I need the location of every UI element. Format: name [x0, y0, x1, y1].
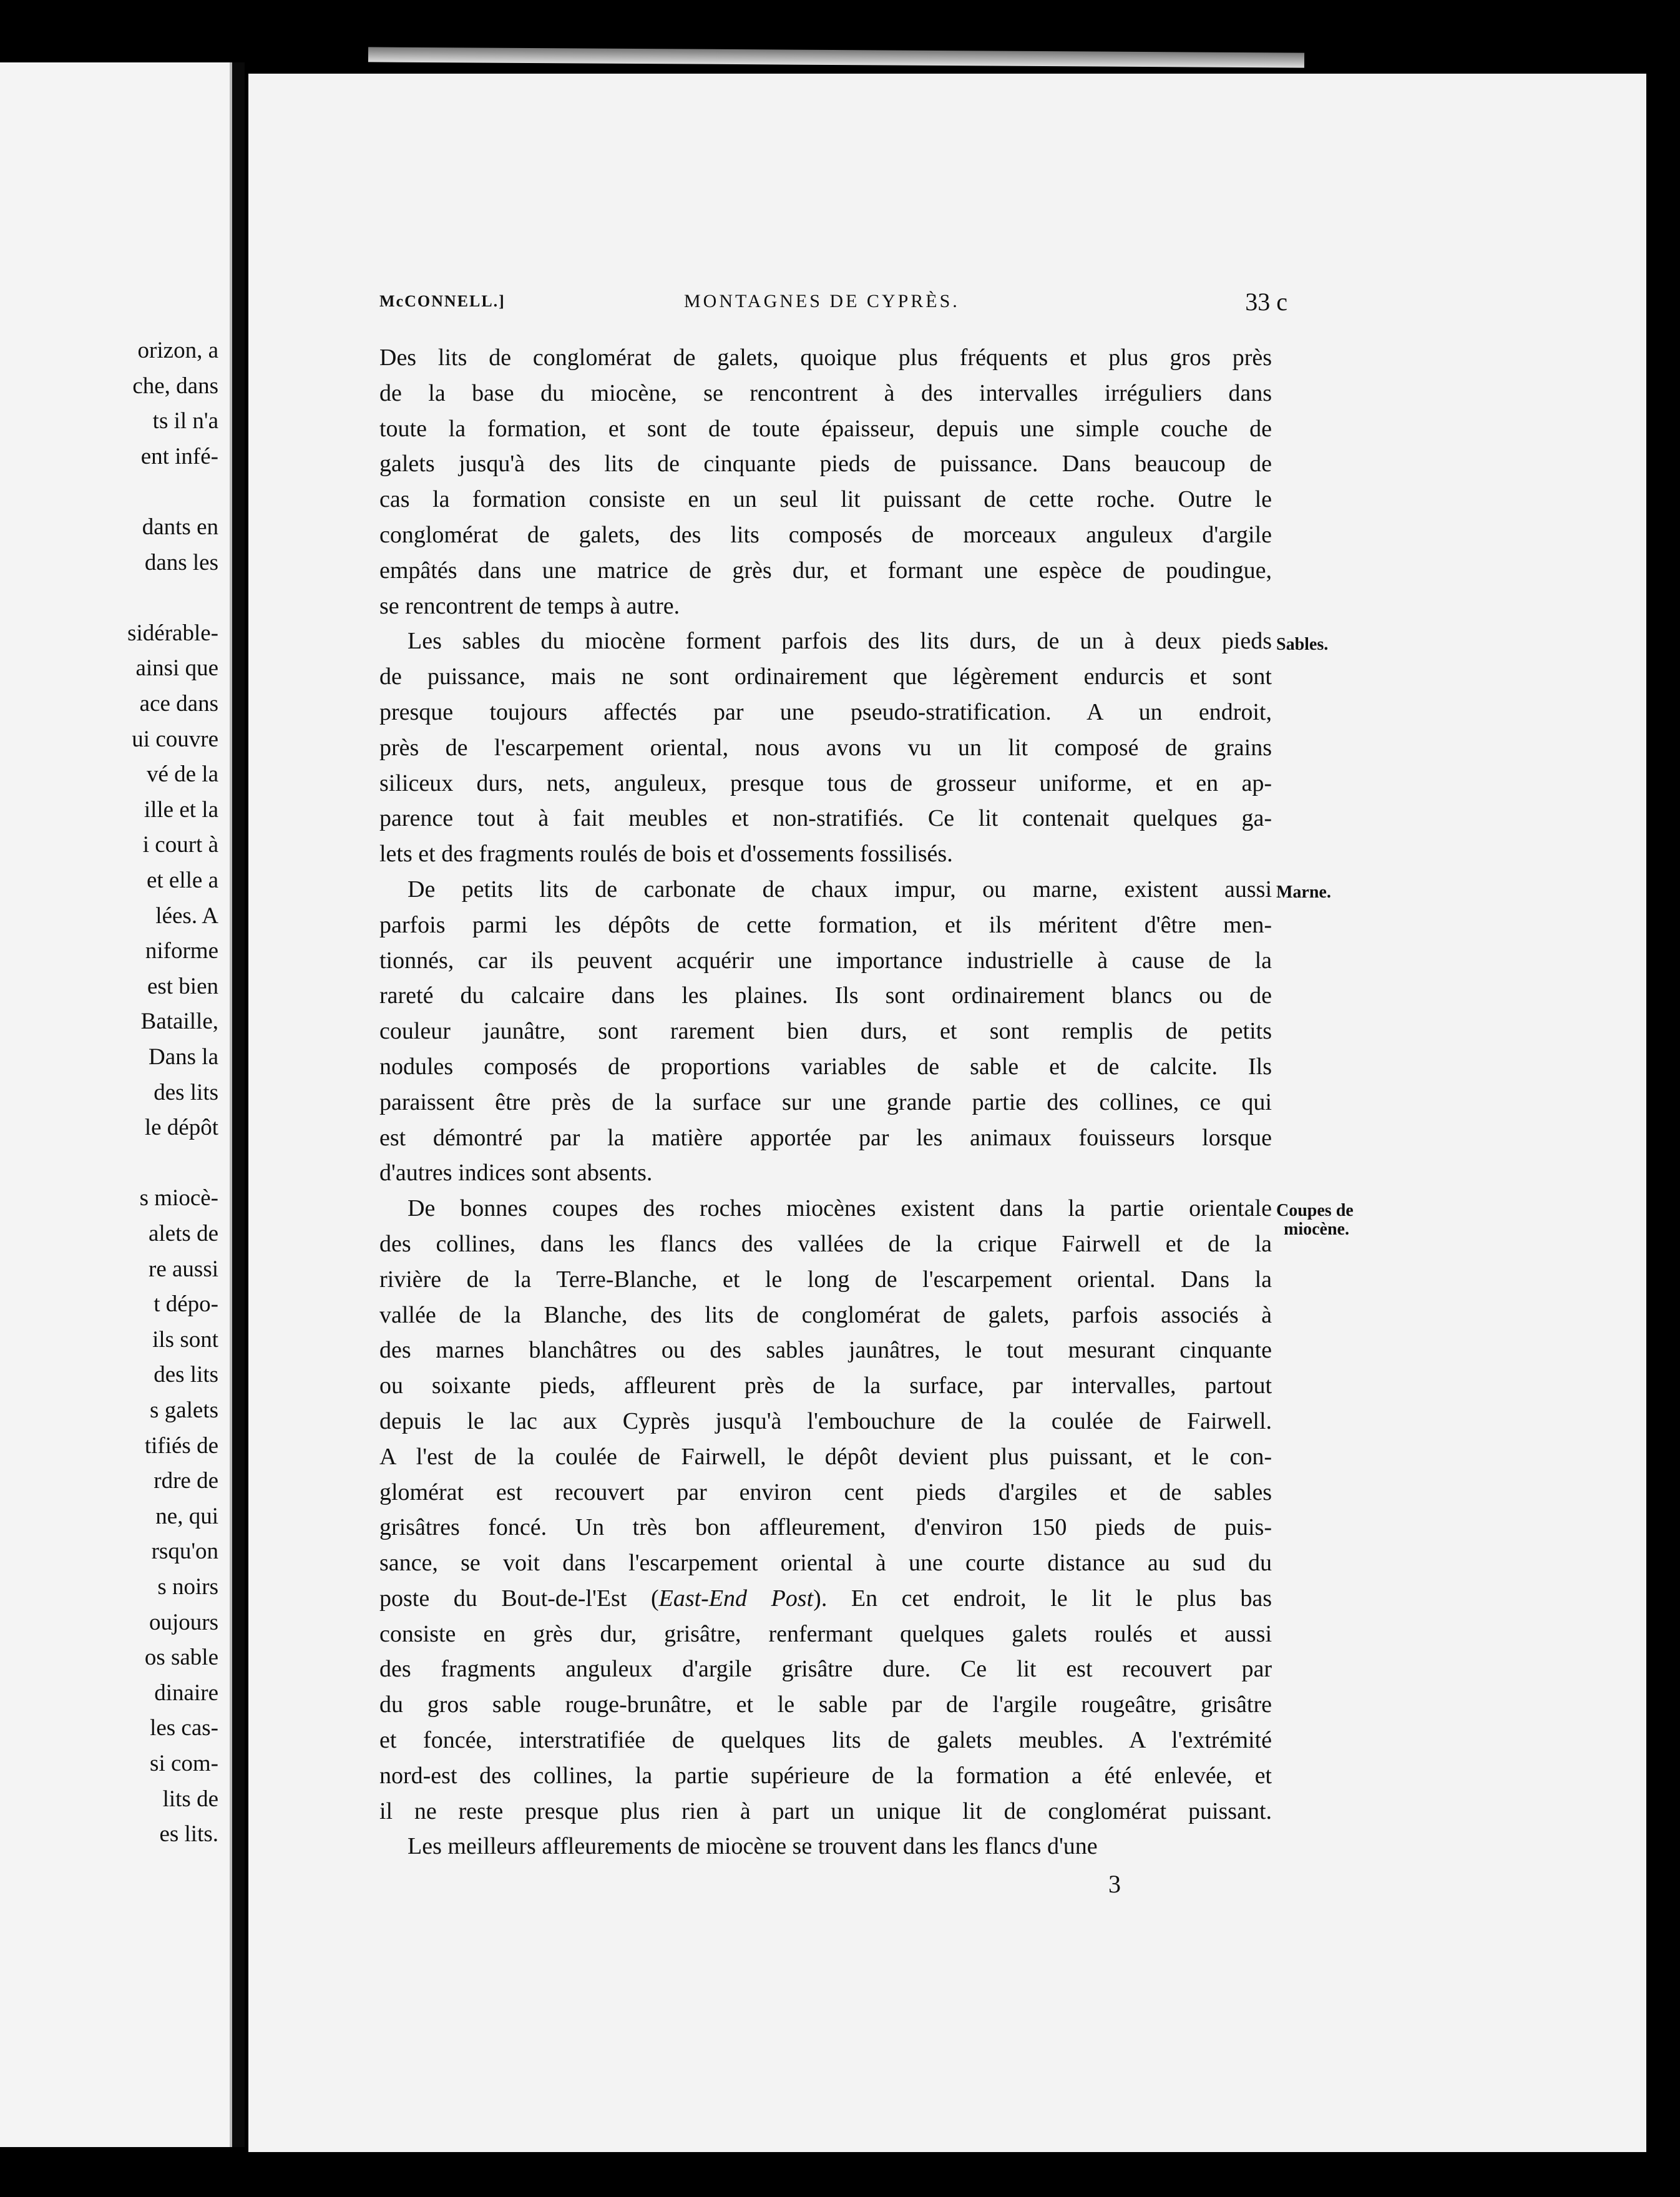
margin-note-coupes-line1: Coupes de: [1276, 1201, 1354, 1220]
left-page-line: le dépôt: [144, 1115, 218, 1141]
text-line: Les sables du miocène forment parfois des lits durs, de un à deux pieds: [408, 628, 1272, 655]
text-line: galets jusqu'à des lits de cinquante pieds de puissance. Dans beaucoup de: [379, 451, 1272, 477]
text-line: glomérat est recouvert par environ cent pieds d'argiles et de sables: [379, 1479, 1272, 1505]
text-line: vallée de la Blanche, des lits de conglomérat de galets, parfois associés à: [379, 1301, 1272, 1328]
text-line: tionnés, car ils peuvent acquérir une importance industrielle à cause de la: [379, 947, 1272, 974]
body-text: [379, 340, 1272, 1864]
margin-note-marne: Marne.: [1276, 883, 1331, 902]
left-page-line: lées. A: [155, 903, 218, 929]
text-line: De bonnes coupes des roches miocènes existent dans la partie orientale: [408, 1195, 1272, 1222]
left-page-line: les cas-: [150, 1715, 218, 1741]
left-facing-page: [0, 62, 233, 2147]
left-page-line: che, dans: [132, 373, 218, 399]
text-line: nord-est des collines, la partie supérieure de la formation a été enlevée, et: [379, 1762, 1272, 1789]
text-line: près de l'escarpement oriental, nous avons vu un lit composé de grains: [379, 734, 1272, 761]
text-line: rivière de la Terre-Blanche, et le long de l'escarpement oriental. Dans la: [379, 1266, 1272, 1293]
left-page-line: dinaire: [154, 1680, 218, 1706]
left-page-line: s miocè-: [139, 1185, 218, 1211]
left-page-line: ils sont: [152, 1326, 218, 1353]
text-line: toute la formation, et sont de toute épaisseur, depuis une simple couche de: [379, 415, 1272, 442]
text-line: De petits lits de carbonate de chaux impur, ou marne, existent aussi: [408, 876, 1272, 903]
left-page-line: Dans la: [149, 1044, 218, 1070]
running-head: [379, 287, 1287, 325]
text-line: A l'est de la coulée de Fairwell, le dépôt devient plus puissant, et le con-: [379, 1443, 1272, 1470]
signature-mark: 3: [1108, 1870, 1121, 1898]
left-page-line: ille et la: [144, 796, 218, 823]
text-line: des marnes blanchâtres ou des sables jaunâtres, le tout mesurant cinquante: [379, 1337, 1272, 1364]
margin-note-sables: Sables.: [1276, 635, 1329, 654]
left-page-line: dans les: [144, 549, 218, 575]
left-page-line: niforme: [145, 938, 218, 964]
left-page-line: vé de la: [146, 761, 218, 788]
left-page-line: ace dans: [139, 691, 218, 717]
left-page-line: alets de: [149, 1221, 218, 1246]
left-page-line: des lits: [154, 1079, 218, 1105]
text-line: siliceux durs, nets, anguleux, presque tous de grosseur uniforme, et en ap-: [379, 770, 1272, 796]
running-head-title: MONTAGNES DE CYPRÈS.: [684, 291, 960, 311]
text-line: consiste en grès dur, grisâtre, renfermant quelques galets roulés et aussi: [379, 1620, 1272, 1647]
left-page-line: ts il n'a: [152, 408, 218, 434]
left-page-line: sidérable-: [127, 620, 218, 646]
text-segment: ). En cet endroit, le lit le plus bas: [813, 1585, 1272, 1612]
running-head-author: McCONNELL.]: [379, 292, 505, 310]
text-line: conglomérat de galets, des lits composés de morceaux anguleux d'argile: [379, 521, 1272, 548]
left-page-line: i court à: [142, 832, 218, 858]
binding-strip: [368, 47, 1304, 67]
text-line: et foncée, interstratifiée de quelques lits de galets meubles. A l'extrémité: [379, 1727, 1272, 1754]
text-line: paraissent être près de la surface sur une grande partie des collines, ce qui: [379, 1089, 1272, 1115]
text-line: de puissance, mais ne sont ordinairement que légèrement endurcis et sont: [379, 663, 1272, 690]
text-line: sance, se voit dans l'escarpement oriental à une courte distance au sud du: [379, 1550, 1272, 1577]
margin-note-coupes-line2: miocène.: [1284, 1220, 1349, 1239]
text-line: des collines, dans les flancs des vallées de la crique Fairwell et de la: [379, 1230, 1272, 1257]
left-page-line: re aussi: [149, 1256, 218, 1282]
text-line: Des lits de conglomérat de galets, quoique plus fréquents et plus gros près: [379, 345, 1272, 371]
text-line: rareté du calcaire dans les plaines. Ils sont ordinairement blancs ou de: [379, 982, 1272, 1009]
left-page-line: os sable: [144, 1645, 218, 1671]
left-page-line: rdre de: [154, 1468, 218, 1494]
text-line: d'autres indices sont absents.: [379, 1160, 653, 1187]
text-line: ou soixante pieds, affleurent près de la surface, par intervalles, partout: [379, 1373, 1272, 1399]
text-line: Les meilleurs affleurements de miocène se trouvent dans les flancs d'une: [408, 1833, 1098, 1860]
left-page-line: es lits.: [159, 1821, 218, 1847]
binding-gutter: [232, 62, 245, 2147]
left-page-line: orizon, a: [137, 338, 218, 363]
text-line: il ne reste presque plus rien à part un unique lit de conglomérat puissant.: [379, 1798, 1272, 1824]
text-line: grisâtres foncé. Un très bon affleurement, d'environ 150 pieds de puis-: [379, 1514, 1272, 1541]
margin-note-coupes: [1276, 1201, 1354, 1239]
left-page-line: dants en: [142, 514, 218, 540]
text-line: cas la formation consiste en un seul lit puissant de cette roche. Outre le: [379, 486, 1272, 513]
text-line: couleur jaunâtre, sont rarement bien durs, et sont remplis de petits: [379, 1018, 1272, 1045]
left-page-line: t dépo-: [154, 1291, 218, 1318]
left-page-line: ent infé-: [140, 443, 218, 469]
left-page-line: et elle a: [146, 868, 218, 893]
italic-segment: East-End Post: [658, 1585, 814, 1612]
text-line: lets et des fragments roulés de bois et d'ossements fossilisés.: [379, 841, 953, 868]
text-line: parfois parmi les dépôts de cette formation, et ils méritent d'être men-: [379, 911, 1272, 938]
left-page-line: des lits: [154, 1362, 218, 1388]
text-line: se rencontrent de temps à autre.: [379, 592, 680, 619]
text-line: nodules composés de proportions variables de sable et de calcite. Ils: [379, 1053, 1272, 1080]
text-line: presque toujours affectés par une pseudo-stratification. A un endroit,: [379, 698, 1272, 725]
left-page-line: ui couvre: [132, 726, 218, 752]
text-segment: poste du Bout-de-l'Est (: [379, 1585, 659, 1612]
left-page-line: ne, qui: [155, 1503, 218, 1529]
left-page-line: oujours: [149, 1609, 218, 1635]
text-line: depuis le lac aux Cyprès jusqu'à l'embouchure de la coulée de Fairwell.: [379, 1407, 1272, 1434]
text-line: des fragments anguleux d'argile grisâtre dure. Ce lit est recouvert par: [379, 1656, 1272, 1683]
left-page-line: ainsi que: [135, 655, 218, 682]
left-page-line: s galets: [150, 1397, 218, 1423]
left-page-line: tifiés de: [144, 1432, 218, 1459]
text-line: du gros sable rouge-brunâtre, et le sable par de l'argile rougeâtre, grisâtre: [379, 1691, 1272, 1718]
text-line: est démontré par la matière apportée par les animaux fouisseurs lorsque: [379, 1124, 1272, 1151]
left-page-line: Bataille,: [140, 1009, 218, 1035]
left-page-line: si com-: [150, 1751, 218, 1776]
text-line: parence tout à fait meubles et non-stratifiés. Ce lit contenait quelques ga-: [379, 805, 1272, 832]
page-number: 33 c: [1245, 288, 1287, 316]
left-page-line: rsqu'on: [151, 1539, 218, 1565]
text-line: de la base du miocène, se rencontrent à des intervalles irréguliers dans: [379, 379, 1272, 406]
left-page-line: est bien: [147, 973, 218, 999]
left-page-line: lits de: [162, 1786, 218, 1812]
text-line-with-italic: [379, 1581, 1272, 1617]
left-page-line: s noirs: [157, 1574, 218, 1600]
text-line: empâtés dans une matrice de grès dur, et formant une espèce de poudingue,: [379, 557, 1272, 584]
